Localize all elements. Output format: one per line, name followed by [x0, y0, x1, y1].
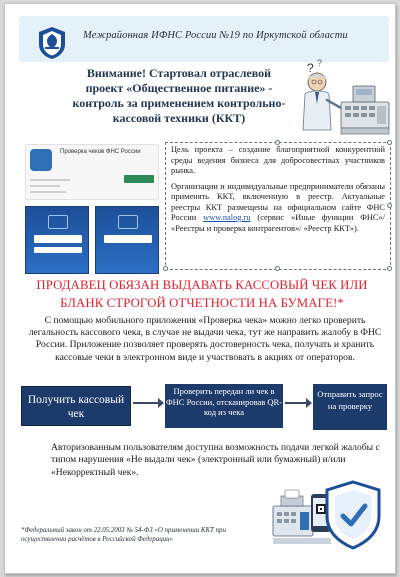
selection-handle — [387, 203, 392, 208]
selection-handle — [163, 266, 168, 271]
flow-step-check-receipt: Проверить передан ли чек в ФНС России, отсканировав QR-код из чека — [165, 384, 283, 428]
cashier-with-register-illustration — [297, 56, 393, 138]
flow-step-get-receipt: Получить кассовый чек — [21, 386, 131, 426]
app-store-listing-image — [25, 144, 159, 200]
project-info-box — [165, 142, 391, 270]
headline-line: проект «Общественное питание» - — [85, 81, 273, 95]
law-footnote: *Федеральный закон от 22.05.2003 № 54-ФЗ «О применении ККТ при осуществлении расчётов в Российской Федерации» — [21, 527, 226, 543]
selection-handle — [275, 266, 280, 271]
selection-handle — [387, 140, 392, 145]
svg-text:?: ? — [317, 58, 323, 68]
install-button-image — [124, 175, 154, 183]
app-listing-title: Проверка чеков ФНС России — [60, 149, 141, 155]
selection-handle — [387, 266, 392, 271]
headline-line: контроль за применением контрольно- — [72, 96, 286, 110]
app-screenshots — [25, 144, 159, 274]
mandatory-receipt-title: ПРОДАВЕЦ ОБЯЗАН ВЫДАВАТЬ КАССОВЫЙ ЧЕК ИЛИ БЛАНК СТРОГОЙ ОТЧЕТНОСТИ НА БУМАГЕ!* — [36, 278, 368, 310]
app-description-text: С помощью мобильного приложения «Проверка чека» можно легко проверить легальность кассового чека, в случае не выдачи чека, тут же направить жалобу в ФНС России. Приложение позволяет проверять достоверность чека, получать и хранить кассовые чеки в электронном виде и участвовать в акциях от операторов. — [28, 315, 382, 363]
fns-emblem-icon — [37, 26, 67, 60]
phone-screen-auth-image — [25, 206, 89, 274]
nalog-link[interactable]: www.nalog.ru — [203, 213, 251, 222]
kkt-phone-illustration — [267, 476, 389, 560]
app-logo-icon — [30, 149, 52, 171]
header-title: Межрайонная ИФНС России №19 по Иркутской области — [83, 30, 348, 41]
phone-screen-scan-image — [95, 206, 159, 274]
arrow-right-icon — [133, 402, 161, 404]
project-goal-text: Цель проекта – создание благоприятной конкурентной среды ведения бизнеса для добросовестных участников рынка. — [171, 145, 385, 175]
headline-line: Внимание! Стартовал отраслевой — [86, 66, 272, 80]
registry-text: Организации и индивидуальные предприниматели обязаны применять ККТ, включенную в реестр. Актуальные реестры ККТ размещены на официальном сайте ФНС России www.nalog.ru (сервис «Иные функции ФНС»/ «Реестры и проверка контрагентов»/ «Реестр ККТ»). — [171, 181, 385, 233]
complaint-info-text: Авторизованным пользователям доступна возможность подачи легкой жалобы с типом нарушения «Не выдали чек» (электронный или бумажный) и/или «Некорректный чек». — [51, 442, 380, 478]
svg-text:?: ? — [307, 61, 314, 75]
headline-line: кассовой техники (ККТ) — [112, 111, 246, 125]
selection-handle — [275, 140, 280, 145]
arrow-right-icon — [285, 402, 309, 404]
flow-step-send-request: Отправить запрос на проверку — [313, 384, 387, 430]
flyer-page — [4, 3, 396, 574]
headline — [63, 66, 295, 126]
